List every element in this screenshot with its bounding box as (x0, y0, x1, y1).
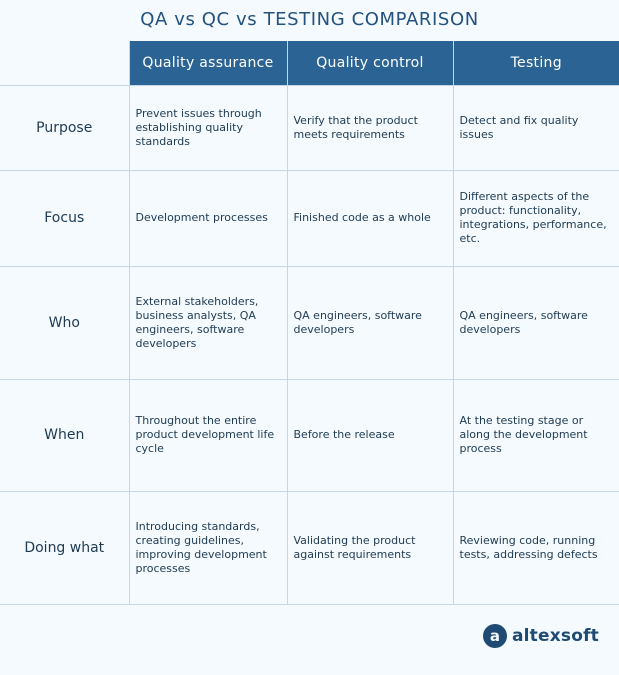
table-row-purpose (0, 85, 619, 170)
row-label-purpose: Purpose (0, 85, 129, 170)
table-cell: Before the release (287, 379, 453, 491)
table-row-focus (0, 170, 619, 266)
table-cell: Prevent issues through establishing quality standards (129, 85, 287, 170)
table-cell: Reviewing code, running tests, addressing defects (453, 491, 619, 604)
altexsoft-logo-icon: a (483, 624, 507, 648)
table-cell: Throughout the entire product development life cycle (129, 379, 287, 491)
header-corner (0, 41, 129, 85)
row-label-when: When (0, 379, 129, 491)
table-cell: Detect and fix quality issues (453, 85, 619, 170)
table-cell: Development processes (129, 170, 287, 266)
table-cell: Verify that the product meets requirements (287, 85, 453, 170)
header-testing: Testing (453, 41, 619, 85)
header-quality-control: Quality control (287, 41, 453, 85)
row-label-who: Who (0, 266, 129, 379)
table-row-who (0, 266, 619, 379)
comparison-table (0, 41, 619, 605)
table-cell: Validating the product against requirements (287, 491, 453, 604)
table-header-row (0, 41, 619, 85)
header-quality-assurance: Quality assurance (129, 41, 287, 85)
table-cell: External stakeholders, business analysts, QA engineers, software developers (129, 266, 287, 379)
row-label-doing-what: Doing what (0, 491, 129, 604)
logo-text: altexsoft (511, 626, 599, 646)
row-label-focus: Focus (0, 170, 129, 266)
table-cell: QA engineers, software developers (453, 266, 619, 379)
table-cell: Introducing standards, creating guidelines, improving development processes (129, 491, 287, 604)
table-cell: Different aspects of the product: functionality, integrations, performance, etc. (453, 170, 619, 266)
page-title: QA vs QC vs TESTING COMPARISON (140, 9, 479, 30)
table-row-doing-what (0, 491, 619, 604)
altexsoft-logo (483, 624, 599, 648)
table-cell: QA engineers, software developers (287, 266, 453, 379)
table-cell: At the testing stage or along the development process (453, 379, 619, 491)
table-row-when (0, 379, 619, 491)
table-cell: Finished code as a whole (287, 170, 453, 266)
